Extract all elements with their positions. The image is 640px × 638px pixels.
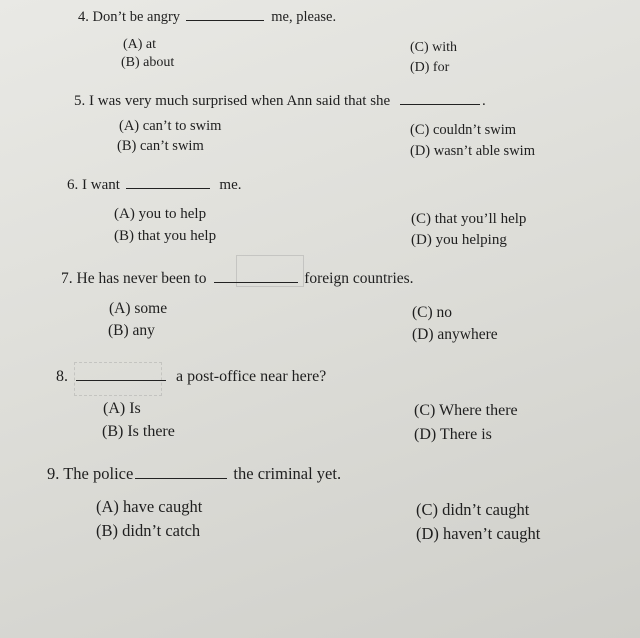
question-text-after: . [481, 93, 486, 109]
answer-blank[interactable] [76, 379, 166, 381]
option-c[interactable]: (C) with [410, 40, 458, 55]
option-b[interactable]: (B) didn’t catch [96, 521, 201, 540]
question-number: 7. [61, 270, 73, 287]
question-number: 4. [78, 9, 89, 25]
answer-blank[interactable] [135, 477, 227, 479]
question-4 [78, 9, 336, 26]
question-text-before: Don’t be angry [92, 9, 181, 25]
question-text-before: I want [82, 177, 120, 193]
answer-blank[interactable] [214, 281, 298, 283]
option-a[interactable]: (A) at [123, 37, 157, 52]
question-text-before: The police [63, 464, 134, 483]
option-a[interactable]: (A) Is [103, 400, 141, 417]
option-c[interactable]: (C) that you’ll help [411, 211, 527, 227]
option-c[interactable]: (C) didn’t caught [416, 500, 530, 519]
option-b[interactable]: (B) any [108, 322, 155, 339]
answer-blank[interactable] [400, 103, 480, 105]
question-9 [47, 464, 341, 484]
option-d[interactable]: (D) wasn’t able swim [410, 143, 535, 159]
option-b[interactable]: (B) can’t swim [117, 138, 204, 154]
question-text-after: the criminal yet. [233, 464, 342, 483]
option-b[interactable]: (B) about [121, 55, 175, 70]
option-a[interactable]: (A) have caught [96, 497, 203, 516]
option-b[interactable]: (B) that you help [114, 228, 217, 244]
question-8 [56, 368, 326, 386]
option-d[interactable]: (D) anywhere [412, 326, 498, 343]
option-a[interactable]: (A) some [109, 300, 168, 317]
question-text-after: a post-office near here? [176, 368, 327, 385]
question-number: 9. [47, 464, 60, 483]
option-b[interactable]: (B) Is there [102, 423, 175, 440]
option-a[interactable]: (A) you to help [114, 206, 207, 222]
question-number: 8. [56, 368, 68, 385]
option-d[interactable]: (D) There is [414, 426, 492, 443]
option-c[interactable]: (C) no [412, 304, 453, 321]
question-text-before: He has never been to [76, 270, 207, 287]
question-7 [61, 270, 414, 288]
question-number: 6. [67, 177, 79, 193]
option-d[interactable]: (D) for [410, 60, 450, 75]
option-c[interactable]: (C) couldn’t swim [410, 122, 517, 138]
question-text-before: I was very much surprised when Ann said that she [89, 93, 391, 109]
question-text-after: me. [219, 177, 242, 193]
option-a[interactable]: (A) can’t to swim [119, 118, 222, 134]
option-c[interactable]: (C) Where there [414, 402, 518, 419]
answer-blank[interactable] [186, 19, 264, 21]
question-text-after: foreign countries. [304, 270, 414, 287]
question-text-after: me, please. [271, 9, 337, 25]
option-d[interactable]: (D) haven’t caught [416, 524, 541, 543]
question-6 [67, 177, 241, 194]
question-5 [74, 93, 486, 110]
answer-blank[interactable] [126, 187, 210, 189]
question-number: 5. [74, 93, 86, 109]
option-d[interactable]: (D) you helping [411, 232, 507, 248]
